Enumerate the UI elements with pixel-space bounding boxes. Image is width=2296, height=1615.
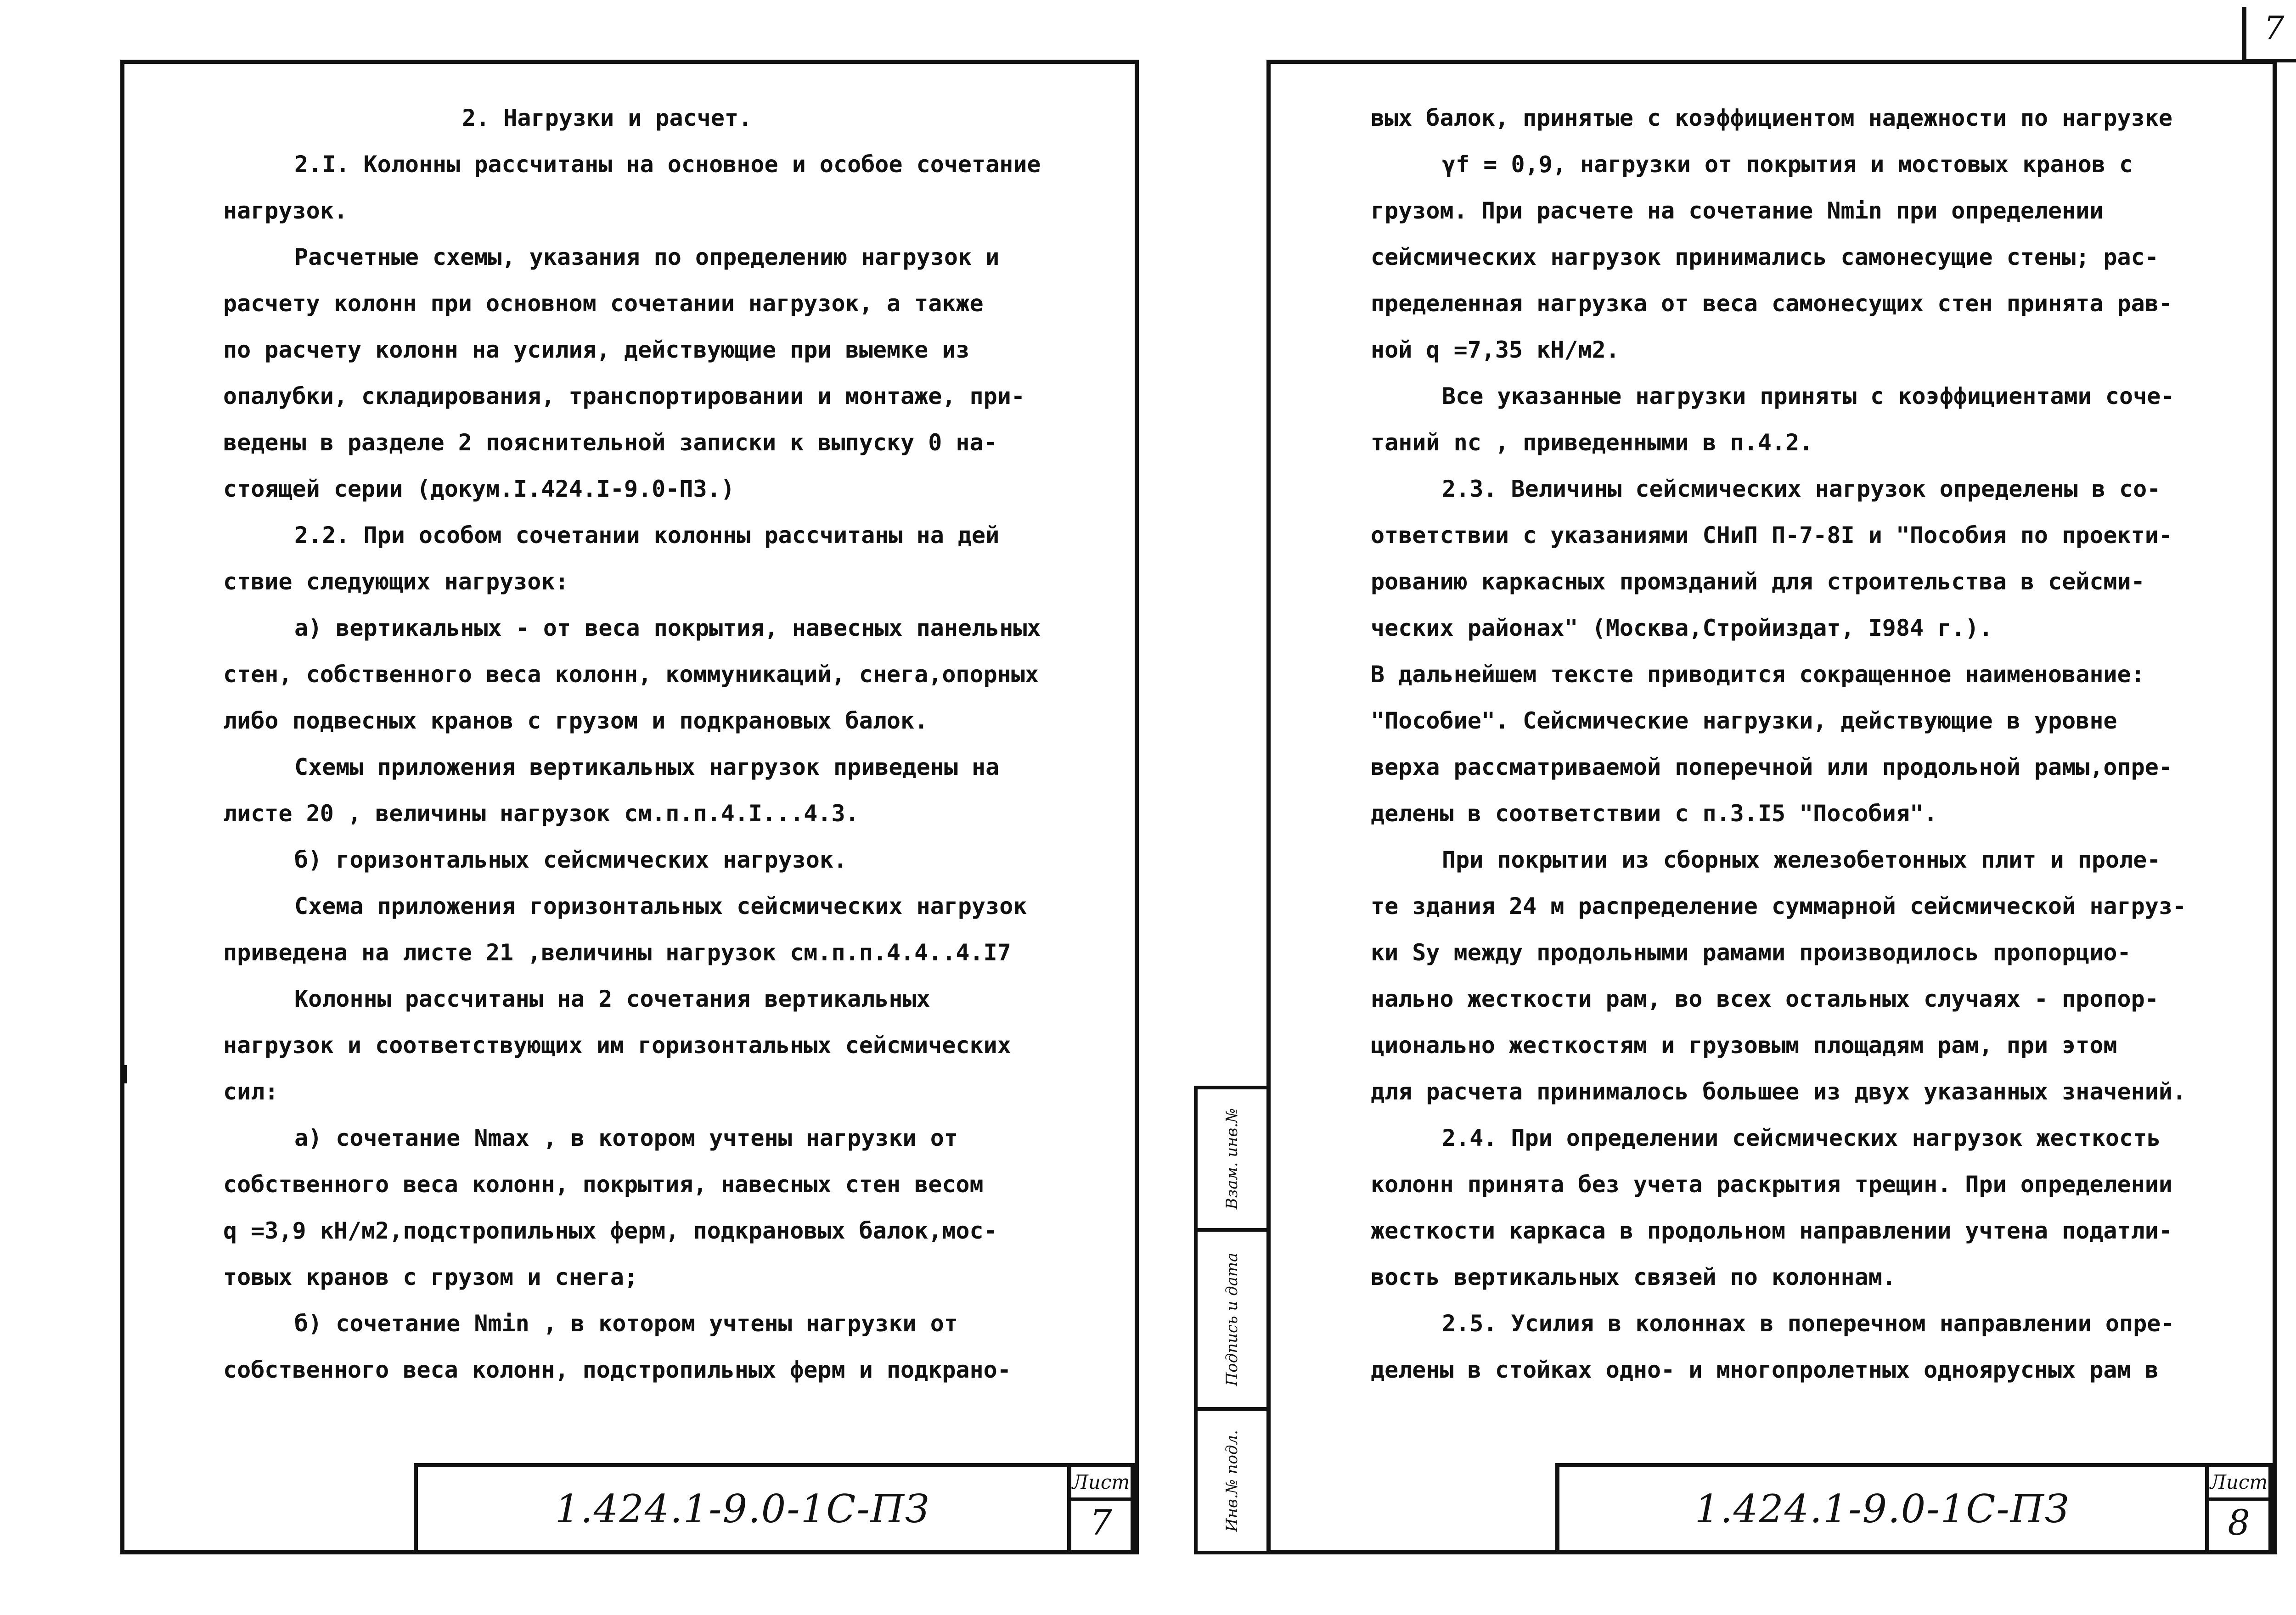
text-line: б) горизонтальных сейсмических нагрузок. (294, 847, 848, 873)
right-sheet-label: Лист (2209, 1467, 2268, 1501)
right-page-text (1371, 95, 2262, 1393)
text-line: q =3,9 кН/м2,подстропильных ферм, подкрановых балок,мос- (223, 1217, 997, 1244)
binding-strip (1194, 1086, 1266, 1554)
text-line: нально жесткости рам, во всех остальных случаях - пропор- (1371, 986, 2159, 1012)
text-line: сил: (223, 1078, 279, 1105)
text-line: Расчетные схемы, указания по определению нагрузок и (294, 244, 1000, 270)
binding-cell-1 (1198, 1089, 1266, 1232)
text-line: те здания 24 м распределение суммарной сейсмической нагруз- (1371, 893, 2187, 920)
text-line: ки Sy между продольными рамами производилось пропорцио- (1371, 939, 2131, 966)
text-line: В дальнейшем тексте приводится сокращенное наименование: (1371, 661, 2145, 688)
text-line: 2.4. При определении сейсмических нагрузок жесткость (1442, 1125, 2161, 1151)
text-line: сейсмических нагрузок принимались самонесущие стены; рас- (1371, 244, 2159, 270)
text-line: нагрузок и соответствующих им горизонтальных сейсмических (223, 1032, 1011, 1059)
text-line: делены в соответствии с п.3.I5 "Пособия". (1371, 800, 1938, 827)
text-line: 2.5. Усилия в колоннах в поперечном направлении опре- (1442, 1310, 2175, 1337)
margin-mark (123, 1065, 127, 1083)
right-document-code: 1.424.1-9.0-1С-ПЗ (1694, 1486, 2070, 1531)
text-line: колонн принята без учета раскрытия трещин. При определении (1371, 1171, 2172, 1198)
right-page (1266, 60, 2277, 1554)
text-line: ционально жесткостям и грузовым площадям рам, при этом (1371, 1032, 2117, 1059)
left-sheet-box (1067, 1467, 1131, 1550)
text-line: ной q =7,35 кН/м2. (1371, 336, 1620, 363)
text-line: ведены в разделе 2 пояснительной записки к выпуску 0 на- (223, 429, 997, 456)
right-sheet-box (2205, 1467, 2268, 1550)
text-line: расчету колонн при основном сочетании нагрузок, а также (223, 290, 984, 317)
text-line: грузом. При расчете на сочетание Nmin при определении (1371, 197, 2104, 224)
text-line: либо подвесных кранов с грузом и подкрановых балок. (223, 707, 929, 734)
text-line: рованию каркасных промзданий для строительства в сейсми- (1371, 568, 2145, 595)
text-line: 2. Нагрузки и расчет. (462, 105, 753, 131)
text-line: 2.I. Колонны рассчитаны на основное и особое сочетание (294, 151, 1041, 178)
text-line: б) сочетание Nmin , в котором учтены нагрузки от (294, 1310, 958, 1337)
text-line: собственного веса колонн, покрытия, навесных стен весом (223, 1171, 984, 1198)
text-line: 2.2. При особом сочетании колонны рассчитаны на дей (294, 522, 1000, 549)
text-line: Колонны рассчитаны на 2 сочетания вертикальных (294, 986, 930, 1012)
text-line: верха рассматриваемой поперечной или продольной рамы,опре- (1371, 754, 2172, 780)
text-line: приведена на листе 21 ,величины нагрузок см.п.п.4.4..4.I7 (223, 939, 1011, 966)
right-sheet-number: 8 (2228, 1502, 2250, 1543)
text-line: Все указанные нагрузки приняты с коэффициентами соче- (1442, 383, 2175, 409)
text-line: а) вертикальных - от веса покрытия, навесных панельных (294, 615, 1041, 641)
corner-bar (2242, 7, 2246, 62)
text-line: таний nc , приведенными в п.4.2. (1371, 429, 1813, 456)
text-line: пределенная нагрузка от веса самонесущих стен принята рав- (1371, 290, 2172, 317)
text-line: стен, собственного веса колонн, коммуникаций, снега,опорных (223, 661, 1039, 688)
binding-label: Инв.№ подл. (1223, 1430, 1241, 1532)
text-line: "Пособие". Сейсмические нагрузки, действующие в уровне (1371, 707, 2117, 734)
left-sheet-label: Лист (1071, 1467, 1131, 1501)
text-line: делены в стойках одно- и многопролетных одноярусных рам в (1371, 1357, 2159, 1383)
text-line: собственного веса колонн, подстропильных ферм и подкрано- (223, 1357, 1011, 1383)
text-line: жесткости каркаса в продольном направлении учтена податли- (1371, 1217, 2172, 1244)
text-line: нагрузок. (223, 197, 348, 224)
text-line: вость вертикальных связей по колоннам. (1371, 1264, 1896, 1290)
left-page-text (223, 95, 1123, 1393)
text-line: товых кранов с грузом и снега; (223, 1264, 638, 1290)
text-line: При покрытии из сборных железобетонных плит и проле- (1442, 847, 2161, 873)
text-line: Схемы приложения вертикальных нагрузок приведены на (294, 754, 1000, 780)
right-title-block (1555, 1463, 2273, 1550)
text-line: ствие следующих нагрузок: (223, 568, 569, 595)
text-line: стоящей серии (докум.I.424.I-9.0-ПЗ.) (223, 476, 735, 502)
text-line: γf = 0,9, нагрузки от покрытия и мостовых кранов с (1442, 151, 2133, 178)
text-line: а) сочетание Nmax , в котором учтены нагрузки от (294, 1125, 958, 1151)
left-title-block (414, 1463, 1135, 1550)
text-line: 2.3. Величины сейсмических нагрузок определены в со- (1442, 476, 2161, 502)
binding-label: Подпись и дата (1223, 1252, 1241, 1386)
text-line: по расчету колонн на усилия, действующие при выемке из (223, 336, 970, 363)
text-line: ческих районах" (Москва,Стройиздат, I984 г.). (1371, 615, 1993, 641)
binding-cell-3 (1198, 1411, 1266, 1551)
text-line: вых балок, принятые с коэффициентом надежности по нагрузке (1371, 105, 2172, 131)
text-line: листе 20 , величины нагрузок см.п.п.4.I...4.3. (223, 800, 859, 827)
text-line: опалубки, складирования, транспортировании и монтаже, при- (223, 383, 1025, 409)
corner-page-number: 7 (2264, 9, 2285, 47)
binding-label: Взам. инв.№ (1223, 1108, 1241, 1210)
left-document-code: 1.424.1-9.0-1С-ПЗ (555, 1486, 930, 1531)
text-line: для расчета принималось большее из двух указанных значений. (1371, 1078, 2187, 1105)
left-page (120, 60, 1139, 1554)
left-sheet-number: 7 (1090, 1502, 1112, 1543)
text-line: ответствии с указаниями СНиП П-7-8I и "Пособия по проекти- (1371, 522, 2172, 549)
binding-cell-2 (1198, 1232, 1266, 1411)
text-line: Схема приложения горизонтальных сейсмических нагрузок (294, 893, 1027, 920)
